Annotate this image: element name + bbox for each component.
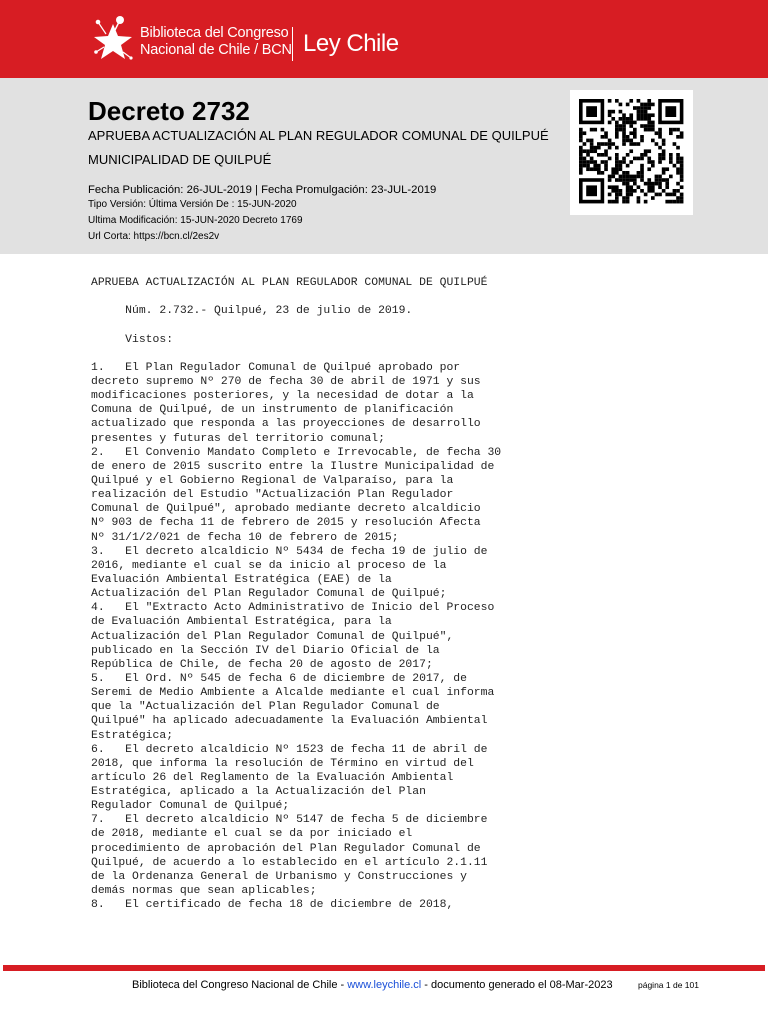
document-organization: MUNICIPALIDAD DE QUILPUÉ bbox=[88, 152, 272, 167]
body-line: Estratégica, aplicado a la Actualización del Plan bbox=[91, 786, 426, 799]
body-line: de 2018, mediante el cual se da por iniciado el bbox=[91, 828, 413, 841]
bcn-logo-text bbox=[140, 25, 292, 59]
short-url: Url Corta: https://bcn.cl/2es2v bbox=[88, 231, 220, 242]
publication-dates: Fecha Publicación: 26-JUL-2019 | Fecha Promulgación: 23-JUL-2019 bbox=[88, 184, 437, 196]
body-line: artículo 26 del Reglamento de la Evaluación Ambiental bbox=[91, 771, 454, 784]
body-line: de enero de 2015 suscrito entre la Ilustre Municipalidad de bbox=[91, 460, 495, 473]
body-line: Regulador Comunal de Quilpué; bbox=[91, 800, 290, 813]
body-line: Evaluación Ambiental Estratégica (EAE) de la bbox=[91, 573, 392, 586]
body-line bbox=[91, 347, 551, 361]
logo-divider bbox=[292, 27, 293, 61]
body-line: Quilpué, de acuerdo a lo establecido en el artículo 2.1.11 bbox=[91, 856, 488, 869]
body-line: que la "Actualización del Plan Regulador Comunal de bbox=[91, 701, 440, 714]
body-line: 2018, que informa la resolución de Término en virtud del bbox=[91, 757, 474, 770]
body-line: de Evaluación Ambiental Estratégica, para la bbox=[91, 616, 392, 629]
body-line: de la Ordenanza General de Urbanismo y Construcciones y bbox=[91, 870, 467, 883]
body-line: modificaciones posteriores, y la necesidad de dotar a la bbox=[91, 390, 474, 403]
body-line: 8. El certificado de fecha 18 de diciembre de 2018, bbox=[91, 899, 454, 912]
body-line: 1. El Plan Regulador Comunal de Quilpué aprobado por bbox=[91, 361, 461, 374]
body-line: decreto supremo Nº 270 de fecha 30 de abril de 1971 y sus bbox=[91, 375, 481, 388]
body-line: actualizado que responda a las proyecciones de desarrollo bbox=[91, 418, 481, 431]
body-line: APRUEBA ACTUALIZACIÓN AL PLAN REGULADOR COMUNAL DE QUILPUÉ bbox=[91, 277, 488, 289]
body-line bbox=[91, 290, 551, 304]
body-line: publicado en la Sección IV del Diario Oficial de la bbox=[91, 644, 440, 657]
body-line: Nº 31/1/2/021 de fecha 10 de febrero de 2015; bbox=[91, 531, 399, 544]
body-line: Seremi de Medio Ambiente a Alcalde mediante el cual informa bbox=[91, 687, 495, 700]
body-line bbox=[91, 318, 551, 332]
body-line: Quilpué" ha aplicado adecuadamente la Evaluación Ambiental bbox=[91, 715, 488, 728]
body-line: procedimiento de aprobación del Plan Regulador Comunal de bbox=[91, 842, 481, 855]
body-line: presentes y futuras del territorio comunal; bbox=[91, 432, 385, 445]
version-type: Tipo Versión: Última Versión De : 15-JUN-2020 bbox=[88, 199, 297, 210]
body-line: Nº 903 de fecha 11 de febrero de 2015 y resolución Afecta bbox=[91, 517, 481, 530]
bcn-star-logo-icon bbox=[84, 12, 140, 66]
body-line: Actualización del Plan Regulador Comunal de Quilpué", bbox=[91, 630, 454, 643]
body-line: Núm. 2.732.- Quilpué, 23 de julio de 2019. bbox=[91, 305, 413, 318]
footer-link[interactable]: www.leychile.cl bbox=[347, 979, 422, 991]
header-bar bbox=[0, 0, 768, 78]
body-line: 2016, mediante el cual se da inicio al proceso de la bbox=[91, 559, 447, 572]
body-line: 5. El Ord. Nº 545 de fecha 6 de diciembre de 2017, de bbox=[91, 672, 467, 685]
body-line: República de Chile, de fecha 20 de agosto de 2017; bbox=[91, 658, 433, 671]
body-line: 2. El Convenio Mandato Completo e Irrevocable, de fecha 30 bbox=[91, 446, 502, 459]
body-line: 7. El decreto alcaldicio Nº 5147 de fecha 5 de diciembre bbox=[91, 814, 488, 827]
ley-chile-brand: Ley Chile bbox=[303, 30, 399, 57]
last-modification: Ultima Modificación: 15-JUN-2020 Decreto 1769 bbox=[88, 215, 303, 226]
qr-code-icon bbox=[570, 90, 693, 215]
body-line: demás normas que sean aplicables; bbox=[91, 885, 317, 898]
body-line: Quilpué y el Gobierno Regional de Valparaíso, para la bbox=[91, 474, 454, 487]
logo-line-2: Nacional de Chile / BCN bbox=[140, 42, 292, 58]
body-line: Comuna de Quilpué, de un instrumento de planificación bbox=[91, 404, 454, 417]
footer-divider bbox=[3, 965, 765, 971]
document-subtitle: APRUEBA ACTUALIZACIÓN AL PLAN REGULADOR COMUNAL DE QUILPUÉ bbox=[88, 128, 549, 143]
body-line: 3. El decreto alcaldicio Nº 5434 de fecha 19 de julio de bbox=[91, 545, 488, 558]
body-line: 4. El "Extracto Acto Administrativo de Inicio del Proceso bbox=[91, 602, 495, 615]
body-line: Actualización del Plan Regulador Comunal de Quilpué; bbox=[91, 588, 447, 601]
body-line: Estratégica; bbox=[91, 729, 174, 742]
body-line: Comunal de Quilpué", aprobado mediante decreto alcaldicio bbox=[91, 503, 481, 516]
footer-text bbox=[132, 978, 613, 992]
page-number: página 1 de 101 bbox=[638, 980, 699, 990]
decree-body-text bbox=[91, 276, 551, 912]
body-line: 6. El decreto alcaldicio Nº 1523 de fecha 11 de abril de bbox=[91, 743, 488, 756]
document-title: Decreto 2732 bbox=[88, 96, 250, 126]
body-line: realización del Estudio "Actualización Plan Regulador bbox=[91, 489, 454, 502]
logo-line-1: Biblioteca del Congreso bbox=[140, 25, 289, 41]
body-line: Vistos: bbox=[91, 333, 174, 346]
footer-suffix: - documento generado el 08-Mar-2023 bbox=[421, 979, 613, 991]
footer-prefix: Biblioteca del Congreso Nacional de Chile - bbox=[132, 979, 348, 991]
